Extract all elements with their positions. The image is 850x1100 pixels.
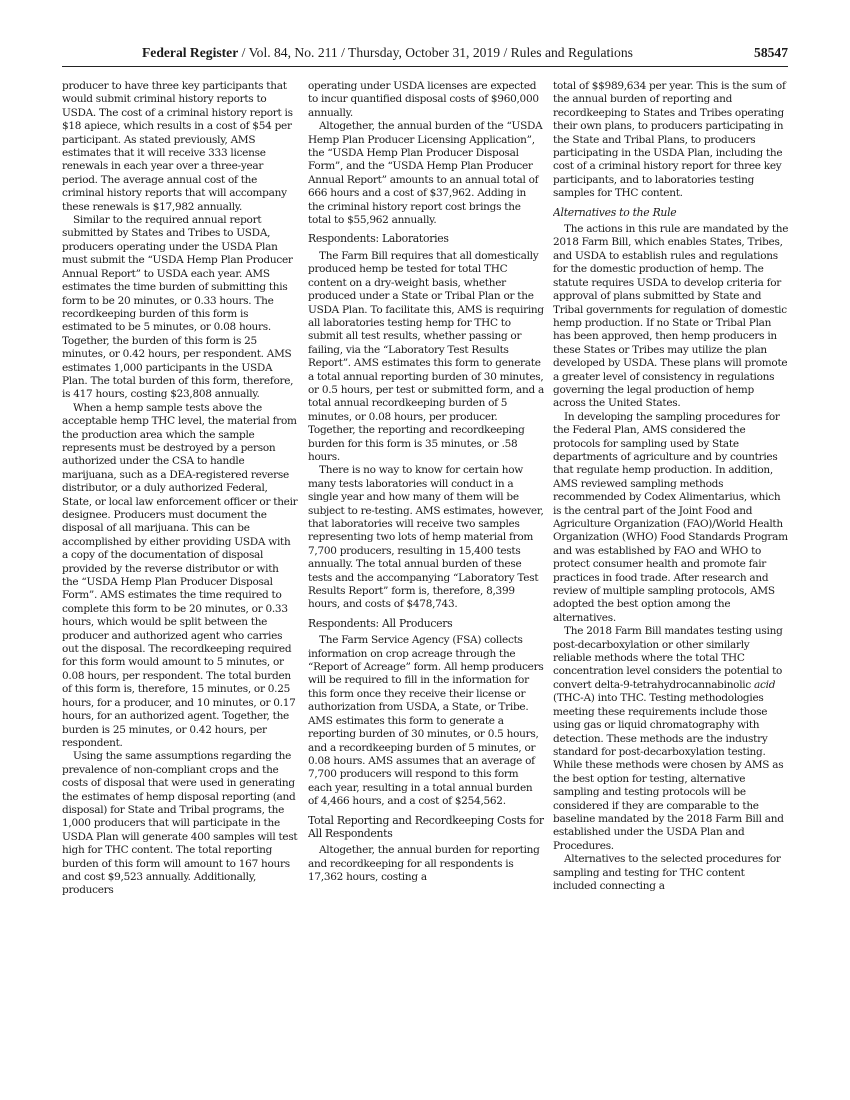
page-header (62, 44, 788, 64)
paragraph: operating under USDA licenses are expected to incur quantified disposal costs of $960,000 annually. (308, 80, 539, 119)
section-heading: Alternatives to the Rule (553, 205, 677, 219)
paragraph-text: (THC-A) into THC. Testing methodologies meeting these requirements include those using gas or liquid chromatography with detection. These methods are the industry standard for post-decarboxylation testing. While these methods were chosen by AMS as the best option for testing, alternative sampling and testing protocols will be considered if they are comparable to the baseline mandated by the 2018 Farm Bill and established under the USDA Plan and Procedures. (553, 692, 784, 852)
paragraph: Altogether, the annual burden of the “USDA Hemp Plan Producer Licensing Application”, the “USDA Hemp Plan Producer Disposal Form”, and the “USDA Hemp Plan Producer Annual Report” amounts to an annual total of 666 hours and a cost of $37,962. Adding in the criminal history report cost brings the total to $55,962 annually. (308, 120, 543, 227)
column-2 (308, 80, 544, 1080)
paragraph: Similar to the required annual report submitted by States and Tribes to USDA, producers operating under the USDA Plan must submit the “USDA Hemp Plan Producer Annual Report” to USDA each year. AMS estimates the time burden of submitting this form to be 20 minutes, or 0.33 hours. The recordkeeping burden of this form is estimated to be 5 minutes, or 0.08 hours. Together, the burden of this form is 25 minutes, or 0.42 hours, per respondent. AMS estimates 1,000 participants in the USDA Plan. The total burden of this form, therefore, is 417 hours, costing $23,808 annually. (62, 214, 294, 401)
section-heading: Total Reporting and Recordkeeping Costs for All Respondents (308, 813, 544, 840)
header-rule (62, 66, 788, 67)
header-title (142, 45, 633, 61)
italic-term: acid (754, 678, 776, 691)
paragraph-text: The 2018 Farm Bill mandates testing using post-decarboxylation or other similarly reliable methods where the total THC concentration level considers the potential to convert delta-9-tetrahydrocannabinolic (553, 625, 783, 691)
header-citation: / Vol. 84, No. 211 / Thursday, October 31, 2019 / Rules and Regulations (238, 45, 633, 60)
paragraph: Alternatives to the selected procedures for sampling and testing for THC content included connecting a (553, 853, 781, 892)
paragraph: The actions in this rule are mandated by the 2018 Farm Bill, which enables States, Tribes, and USDA to establish rules and regulations for the domestic production of hemp. The statute requires USDA to develop criteria for approval of plans submitted by State and Tribal governments for regulation of domestic hemp production. If no State or Tribal Plan has been approved, then hemp producers in these States or Tribes may utilize the plan developed by USDA. These plans will promote a greater level of consistency in regulations governing the legal production of hemp across the United States. (553, 223, 789, 410)
paragraph (553, 625, 789, 853)
paragraph: producer to have three key participants that would submit criminal history reports to USDA. The cost of a criminal history report is $18 apiece, which results in a cost of $54 per participant. As stated previously, AMS estimates that it will receive 333 license renewals in each year over a three-year period. The average annual cost of the criminal history reports that will accompany these renewals is $17,982 annually. (62, 80, 293, 213)
section-heading: Respondents: Laboratories (308, 232, 449, 246)
paragraph: There is no way to know for certain how many tests laboratories will conduct in a single year and how many of them will be subject to re-testing. AMS estimates, however, that laboratories will receive two samples representing two lots of hemp material from 7,700 producers, resulting in 15,400 tests annually. The total annual burden of these tests and the accompanying “Laboratory Test Results Report” form is, therefore, 8,399 hours, and costs of $478,743. (308, 464, 544, 611)
section-heading: Respondents: All Producers (308, 616, 453, 630)
journal-name: Federal Register (142, 45, 239, 60)
paragraph: In developing the sampling procedures for the Federal Plan, AMS considered the protocols for sampling used by State departments of agriculture and by countries that regulate hemp production. In addition, AMS reviewed sampling methods recommended by Codex Alimentarius, which is the central part of the Joint Food and Agriculture Organization (FAO)/World Health Organization (WHO) Food Standards Program and was established by FAO and WHO to protect consumer health and promote fair practices in food trade. After research and review of multiple sampling protocols, AMS adopted the best option among the alternatives. (553, 410, 788, 624)
paragraph: Using the same assumptions regarding the prevalence of non-compliant crops and the costs of disposal that were used in generating the estimates of hemp disposal reporting (and disposal) for State and Tribal programs, the 1,000 producers that will participate in the USDA Plan will generate 400 samples will test high for THC content. The total reporting burden of this form will amount to 167 hours and cost $9,523 annually. Additionally, producers (62, 750, 298, 897)
paragraph: Altogether, the annual burden for reporting and recordkeeping for all respondents is 17,362 hours, costing a (308, 844, 540, 884)
paragraph: The Farm Service Agency (FSA) collects information on crop acreage through the “Report of Acreage” form. All hemp producers will be required to fill in the information for this form once they receive their license or authorization from USDA, a State, or Tribe. AMS estimates this form to generate a reporting burden of 30 minutes, or 0.5 hours, and a recordkeeping burden of 5 minutes, or 0.08 hours. AMS assumes that an average of 7,700 producers will respond to this form each year, resulting in a total annual burden of 4,466 hours, and a cost of $254,562. (308, 634, 544, 808)
page-number: 58547 (754, 45, 788, 60)
column-3 (553, 80, 789, 1080)
column-1 (62, 80, 298, 1080)
paragraph: The Farm Bill requires that all domestically produced hemp be tested for total THC content on a dry-weight basis, whether produced under a State or Tribal Plan or the USDA Plan. To facilitate this, AMS is requiring all laboratories testing hemp for THC to submit all test results, whether passing or failing, via the “Laboratory Test Results Report”. AMS estimates this form to generate a total annual reporting burden of 30 minutes, or 0.5 hours, per test or submitted form, and a total annual recordkeeping burden of 5 minutes, or 0.08 hours, per producer. Together, the reporting and recordkeeping burden for this form is 35 minutes, or .58 hours. (308, 249, 544, 463)
paragraph: When a hemp sample tests above the acceptable hemp THC level, the material from the production area which the sample represents must be destroyed by a person authorized under the CSA to handle marijuana, such as a DEA-registered reverse distributor, or a duly authorized Federal, State, or local law enforcement officer or their designee. Producers must document the disposal of all marijuana. This can be accomplished by either providing USDA with a copy of the documentation of disposal provided by the reverse distributor or with the “USDA Hemp Plan Producer Disposal Form”. AMS estimates the time required to complete this form to be 20 minutes, or 0.33 hours, which would be split between the producer and authorized agent who carries out the disposal. The recordkeeping required for this form would amount to 5 minutes, or 0.08 hours, per respondent. The total burden of this form is, therefore, 15 minutes, or 0.25 hours, for a producer, and 10 minutes, or 0.17 hours, for an authorized agent. Together, the burden is 25 minutes, or 0.42 hours, per respondent. (62, 401, 298, 749)
paragraph: total of $$989,634 per year. This is the sum of the annual burden of reporting and recordkeeping to States and Tribes operating their own plans, to producers participating in the State and Tribal Plans, to producers participating in the USDA Plan, including the cost of a criminal history report for three key participants, and to laboratories testing samples for THC content. (553, 80, 786, 200)
